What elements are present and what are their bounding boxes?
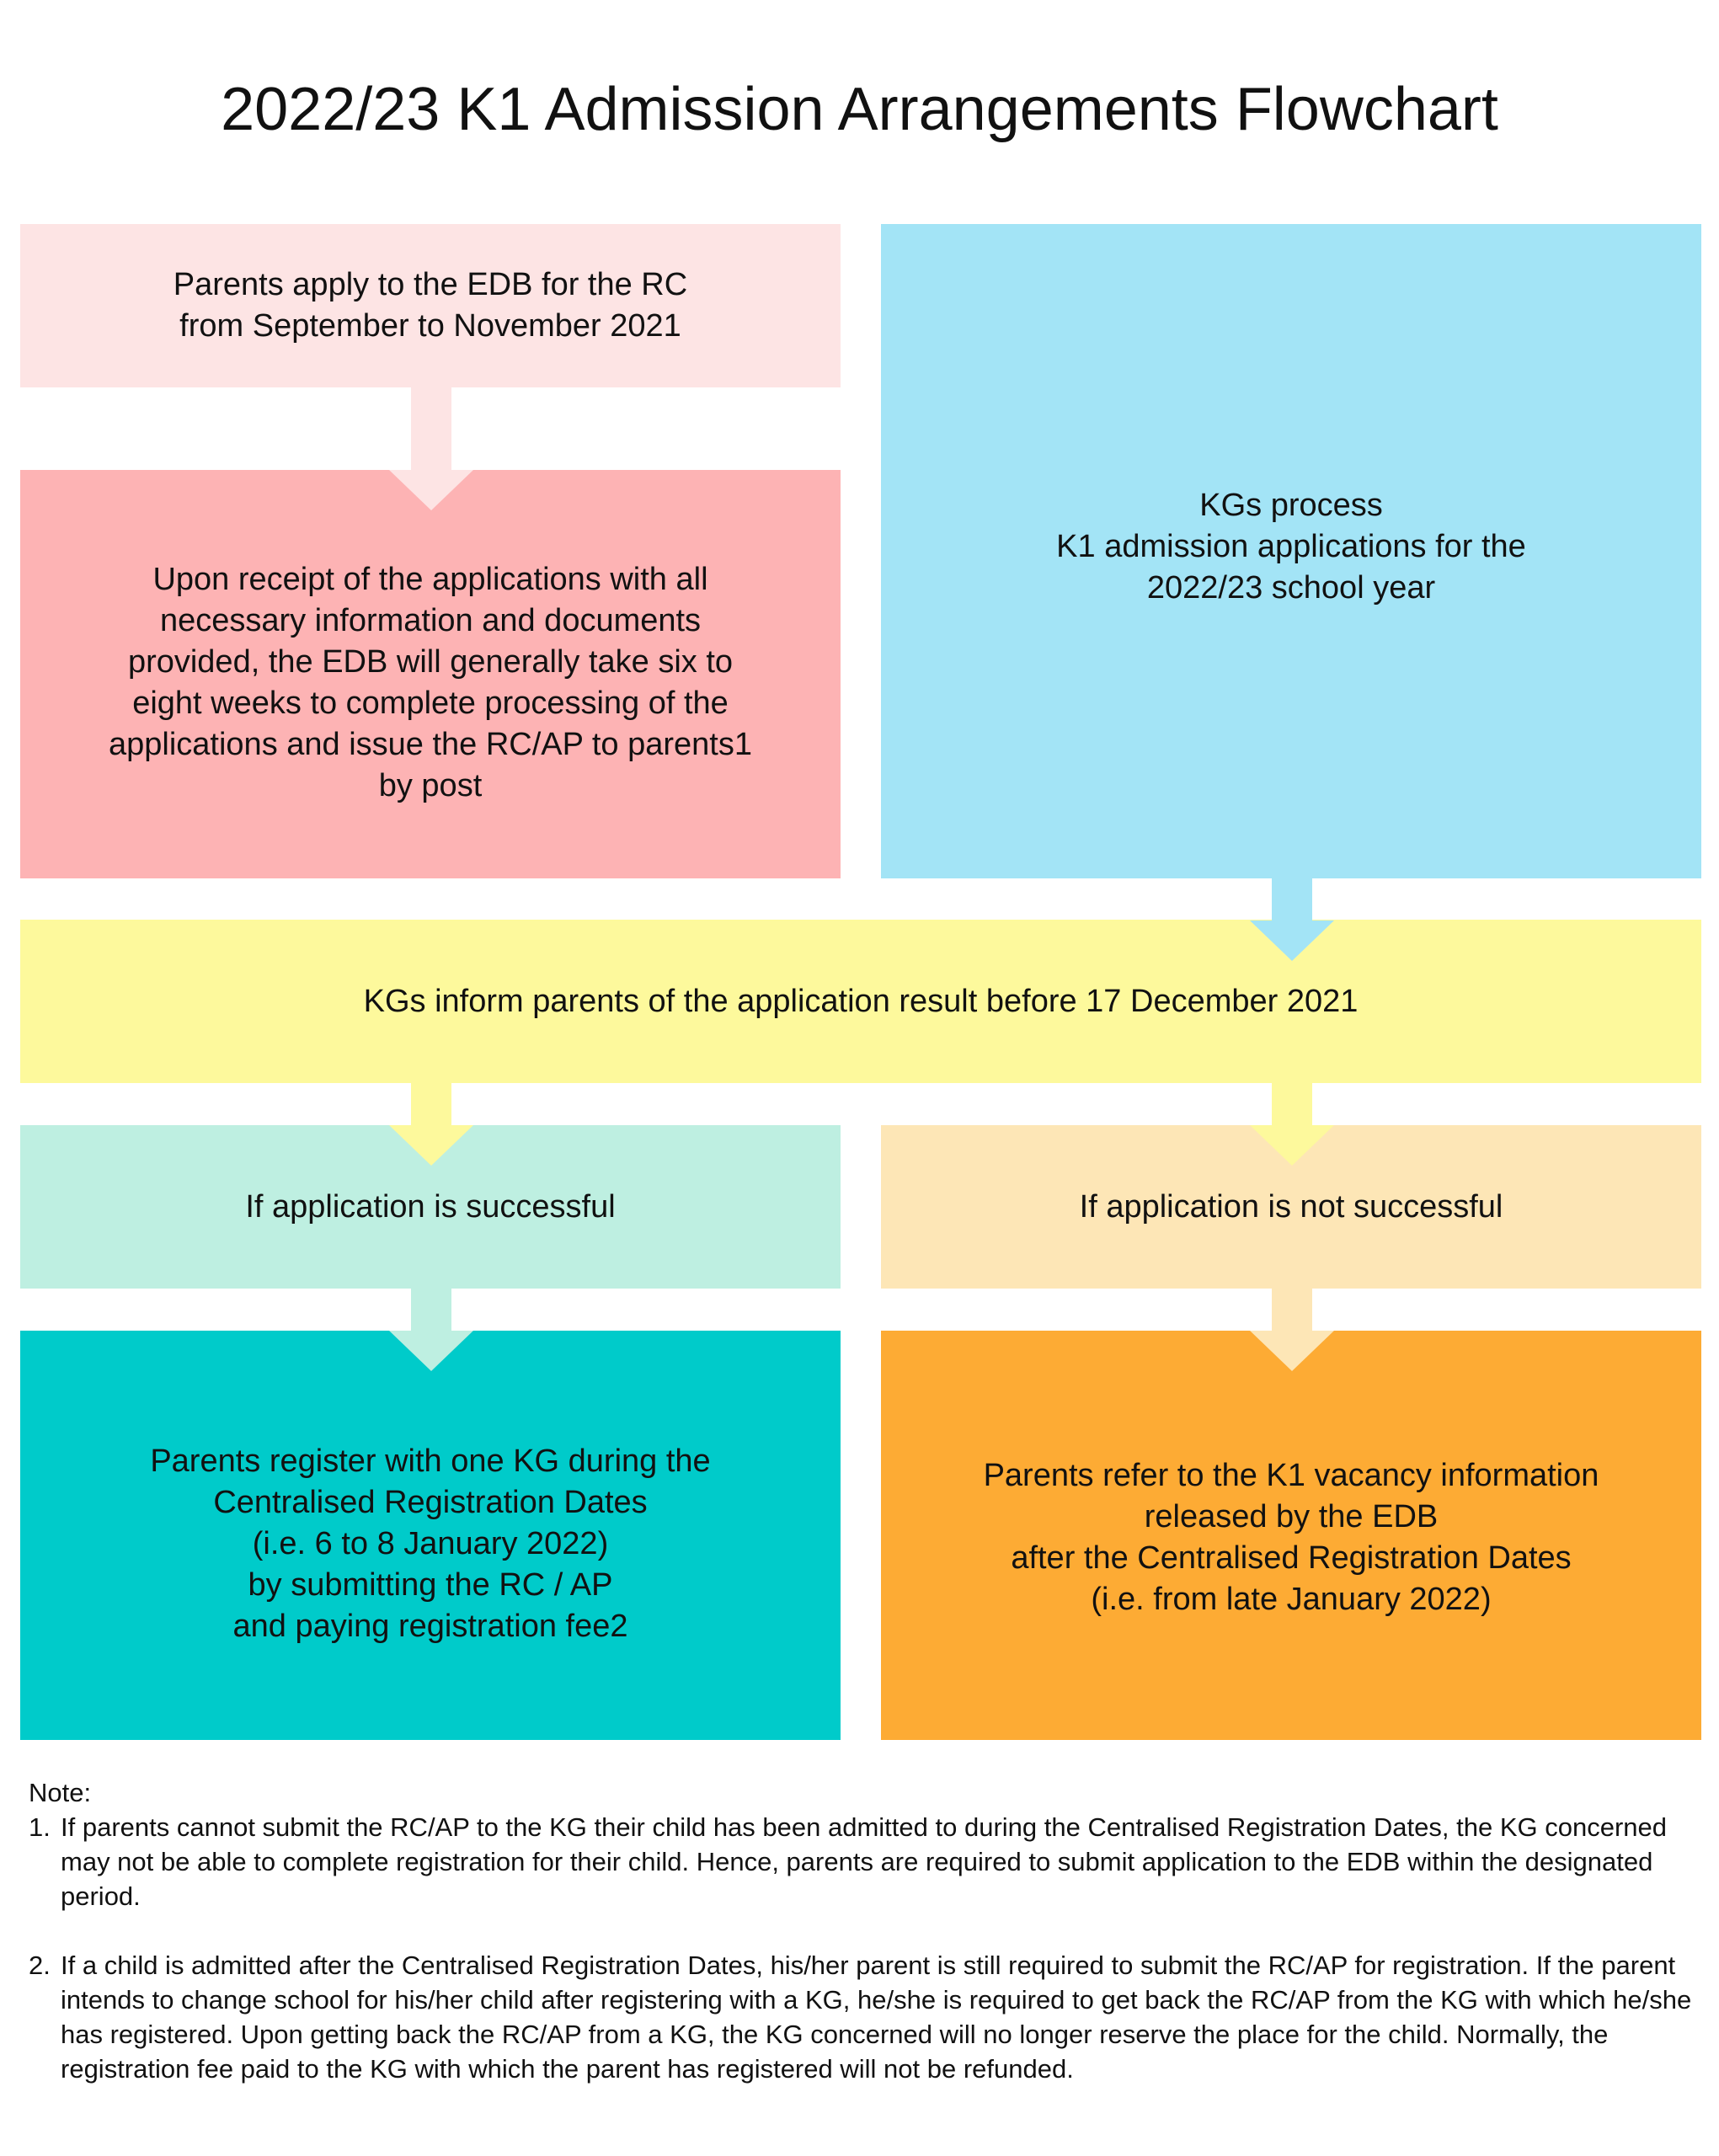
arrow-kg-process-to-inform: [1250, 878, 1334, 961]
box-not-successful-text: If application is not successful: [1079, 1188, 1503, 1225]
arrow-not-successful-to-refer: [1250, 1289, 1334, 1371]
note-item-2: [29, 1948, 1692, 2086]
arrow-inform-to-not-successful: [1250, 1083, 1334, 1166]
note-number: 1.: [29, 1812, 51, 1842]
arrow-successful-to-register: [389, 1289, 473, 1371]
box-inform-result-text: KGs inform parents of the application result before 17 December 2021: [363, 983, 1359, 1019]
arrow-inform-to-successful: [389, 1083, 473, 1166]
note-item-1: [29, 1810, 1692, 1913]
notes-heading: Note:: [29, 1778, 92, 1807]
box-apply-rc-text: Parents apply to the EDB for the RC from September to November 2021: [173, 267, 688, 344]
box-refer-vacancy: [881, 1331, 1701, 1740]
box-successful-text: If application is successful: [245, 1188, 616, 1225]
box-refer-vacancy-text: Parents refer to the K1 vacancy information released by the EDB after the Centralised Registration Dates (i.e. from late January 2022): [983, 1458, 1599, 1617]
box-apply-rc: [20, 224, 841, 387]
box-inform-result: [20, 920, 1701, 1083]
page-title: 2022/23 K1 Admission Arrangements Flowchart: [221, 76, 1498, 143]
box-edb-processing-text: Upon receipt of the applications with all necessary information and documents provided, the EDB will generally take six to eight weeks to complete processing of the applications and issue the RC/AP to parents1 by post: [109, 561, 752, 803]
note-number: 2.: [29, 1951, 51, 1980]
note-text: If a child is admitted after the Centralised Registration Dates, his/her parent is still required to submit the RC/AP for registration. If the parent intends to change school for his/her child after registering with a KG, he/she is required to get back the RC/AP from the KG with which he/she has registered. Upon getting back the RC/AP from a KG, the KG concerned will no longer reserve the place for the child. Normally, the registration fee paid to the KG with which the parent has registered will not be refunded.: [61, 1951, 1692, 2084]
box-kg-process-text: KGs process K1 admission applications for the 2022/23 school year: [1056, 488, 1526, 606]
box-register-kg: [20, 1331, 841, 1740]
box-register-kg-text: Parents register with one KG during the Centralised Registration Dates (i.e. 6 to 8 January 2022) by submitting the RC / AP and paying registration fee2: [150, 1443, 711, 1644]
notes-section: [29, 1775, 1692, 2086]
box-kg-process: [881, 224, 1701, 878]
note-text: If parents cannot submit the RC/AP to the KG their child has been admitted to during the Centralised Registration Dates, the KG concerned may not be able to complete registration for their child. Hence, parents are required to submit application to the EDB within the designated period.: [61, 1812, 1667, 1911]
box-edb-processing: [20, 470, 841, 878]
arrow-apply-to-processing: [389, 387, 473, 510]
